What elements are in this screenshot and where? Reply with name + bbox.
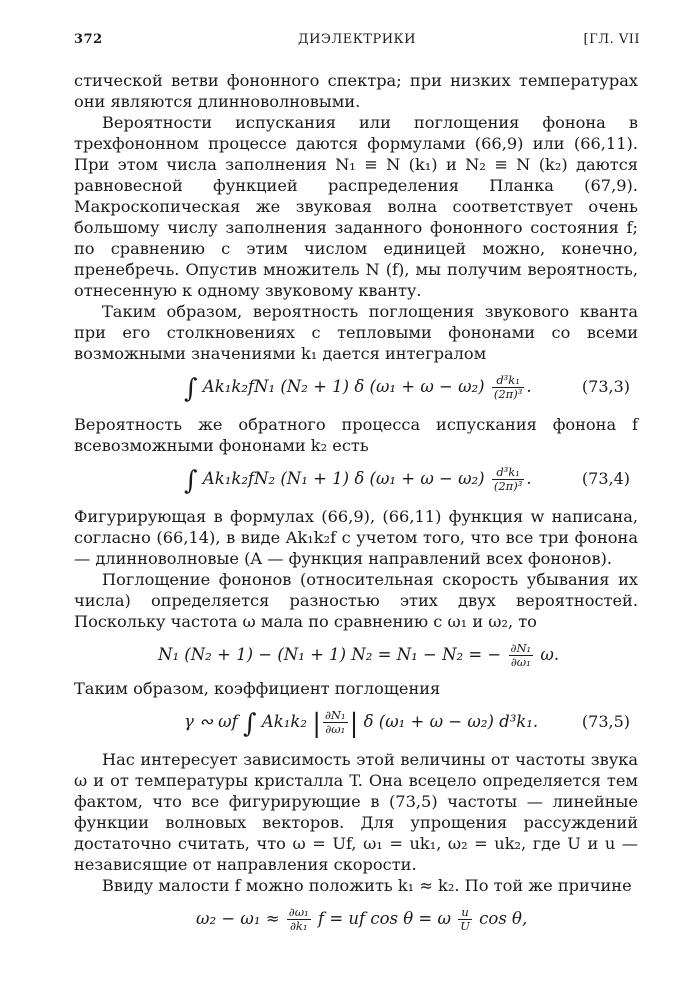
equation-difference-body xyxy=(158,642,559,669)
paragraph-emission: Вероятность же обратного процесса испускания фонона f всевозможными фононами k₂ есть xyxy=(74,415,638,455)
eq1-fraction xyxy=(492,374,524,401)
running-header xyxy=(74,32,640,52)
eq3-tail: ω. xyxy=(540,645,560,664)
eq4-tail: δ (ω₁ + ω − ω₂) d³k₁. xyxy=(363,712,539,731)
eq4-expression: Ak₁k₂ xyxy=(261,712,307,731)
eq5-numerator: ∂ω₁ xyxy=(288,905,309,919)
paragraph-absorption-intro: Таким образом, вероятность поглощения звукового кванта при его столкновениях с тепловыми фононами со всеми возможными значениями k₁ дается интегралом xyxy=(74,302,638,363)
equation-73-3 xyxy=(74,368,638,408)
eq3-fraction xyxy=(509,642,534,669)
eq5-prefix: ω₂ − ω₁ ≈ xyxy=(196,909,280,928)
eq4-prefix: γ ∾ ωf xyxy=(184,712,238,731)
eq5-ratio-denominator: U xyxy=(460,919,470,933)
eq5-ratio-numerator: u xyxy=(458,906,472,920)
eq2-expression: Ak₁k₂fN₂ (N₁ + 1) δ (ω₁ + ω − ω₂) xyxy=(202,469,485,488)
equation-73-5 xyxy=(74,703,638,743)
abs-bar-icon: | xyxy=(312,709,321,739)
eq2-denominator: (2π)³ xyxy=(493,479,523,493)
abs-bar-icon: | xyxy=(349,709,359,739)
eq2-fraction xyxy=(492,466,524,493)
page-number: 372 xyxy=(74,32,103,47)
eq4-denominator: ∂ω₁ xyxy=(325,722,346,736)
eq3-denominator: ∂ω₁ xyxy=(510,655,531,669)
paragraph-smallness: Ввиду малости f можно положить k₁ ≈ k₂. По той же причине xyxy=(102,876,632,895)
paragraph-continuation: стической ветви фононного спектра; при низких температурах они являются длинноволновыми. xyxy=(74,71,638,111)
eq1-tail: . xyxy=(526,377,532,396)
eq5-tail: cos θ, xyxy=(479,909,528,928)
paragraph-function-w: Фигурирующая в формулах (66,9), (66,11) функция w написана, согласно (66,14), в виде Ak₁k₂f с учетом того, что все три фонона — длинноволновые (A — функция направлений всех фононов). xyxy=(74,507,638,568)
eq4-fraction xyxy=(323,709,348,736)
paragraph-dependence: Нас интересует зависимость этой величины от частоты звука ω и от температуры кристалла T. Она всецело определяется тем фактом, что все фигурирующие в (73,5) частоты — линейные функции волновых векторов. Для упрощения рассуждений достаточно считать, что ω = Uf, ω₁ = uk₁, ω₂ = uk₂, где U и u — независящие от направления скорости. xyxy=(74,750,638,874)
eq3-expression: N₁ (N₂ + 1) − (N₁ + 1) N₂ = N₁ − N₂ = − xyxy=(158,645,502,664)
page-body xyxy=(74,70,638,938)
chapter-label: [ГЛ. VII xyxy=(583,32,640,47)
integral-sign-icon: ∫ xyxy=(243,709,257,739)
equation-73-3-body xyxy=(184,373,532,404)
paragraph-probabilities: Вероятности испускания или поглощения фонона в трехфононном процессе даются формулами (66,9) или (66,11). При этом числа заполнения N₁ ≡ N (k₁) и N₂ ≡ N (k₂) даются равновесной функцией распределения Планка (67,9). Макроскопическая же звуковая волна соответствует очень большому числу заполнения заданного фононного состояния f; по сравнению с этим числом единицей можно, конечно, пренебречь. Опустив множитель N (f), мы получим вероятность, отнесенную к одному звуковому кванту. xyxy=(74,113,638,300)
eq5-expression: f = uf cos θ = ω xyxy=(317,909,451,928)
eq5-fraction xyxy=(287,906,311,933)
running-title: ДИЭЛЕКТРИКИ xyxy=(298,32,416,47)
equation-73-5-number: (73,5) xyxy=(581,712,630,731)
eq1-denominator: (2π)³ xyxy=(493,387,523,401)
eq2-tail: . xyxy=(526,469,532,488)
equation-frequency-difference xyxy=(74,900,638,932)
equation-difference xyxy=(74,636,638,672)
paragraph-coefficient: Таким образом, коэффициент поглощения xyxy=(74,679,441,698)
eq1-expression: Ak₁k₂fN₁ (N₂ + 1) δ (ω₁ + ω − ω₂) xyxy=(202,377,485,396)
integral-sign-icon: ∫ xyxy=(184,466,198,496)
equation-73-4-body xyxy=(184,465,532,496)
equation-frequency-difference-body xyxy=(196,906,527,933)
eq4-numerator: ∂N₁ xyxy=(324,708,346,722)
equation-73-4 xyxy=(74,460,638,500)
integral-sign-icon: ∫ xyxy=(184,374,198,404)
eq1-numerator: d³k₁ xyxy=(492,374,524,388)
equation-73-4-number: (73,4) xyxy=(581,469,630,488)
eq2-numerator: d³k₁ xyxy=(492,466,524,480)
eq5-denominator: ∂k₁ xyxy=(289,919,308,933)
equation-73-3-number: (73,3) xyxy=(581,377,630,396)
eq3-numerator: ∂N₁ xyxy=(510,641,532,655)
eq5-fraction-ratio xyxy=(458,906,472,933)
equation-73-5-body xyxy=(184,708,539,739)
paragraph-phonon-absorption: Поглощение фононов (относительная скорость убывания их числа) определяется разностью этих двух вероятностей. Поскольку частота ω мала по сравнению с ω₁ и ω₂, то xyxy=(74,570,638,631)
